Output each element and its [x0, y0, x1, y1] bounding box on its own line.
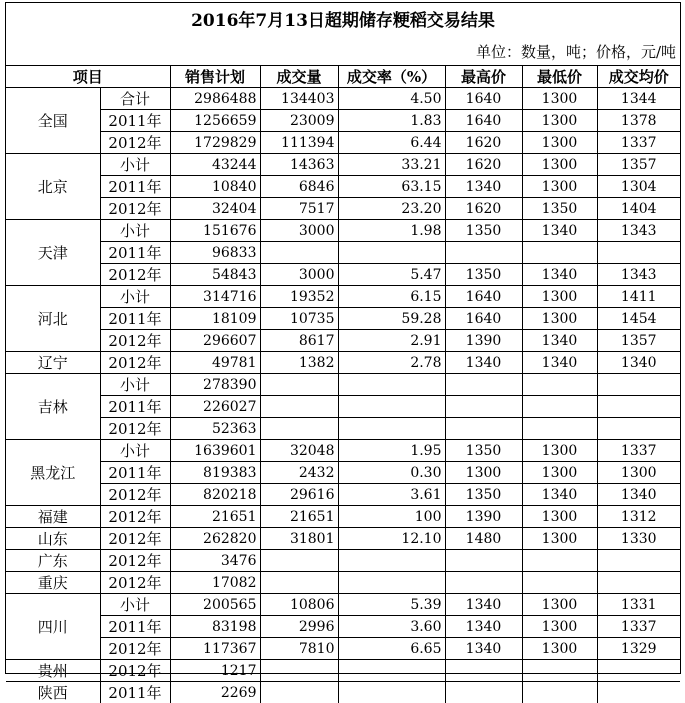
cell-region: 四川	[6, 594, 100, 660]
table-row	[6, 286, 680, 308]
cell-max-price: 1350	[445, 264, 522, 286]
cell-volume	[260, 682, 338, 703]
cell-avg-price: 1357	[597, 154, 680, 176]
cell-plan: 83198	[170, 616, 260, 638]
cell-max-price	[445, 682, 522, 703]
cell-min-price: 1300	[522, 594, 597, 616]
cell-max-price: 1640	[445, 286, 522, 308]
cell-plan: 2986488	[170, 88, 260, 110]
cell-rate: 100	[338, 506, 445, 528]
cell-max-price	[445, 242, 522, 264]
cell-avg-price: 1343	[597, 220, 680, 242]
table-row	[6, 154, 680, 176]
cell-volume: 29616	[260, 484, 338, 506]
cell-subitem: 2012年	[100, 550, 170, 572]
cell-avg-price: 1340	[597, 484, 680, 506]
cell-max-price	[445, 418, 522, 440]
cell-subitem: 小计	[100, 594, 170, 616]
header-row	[6, 66, 680, 88]
cell-rate: 63.15	[338, 176, 445, 198]
cell-volume: 31801	[260, 528, 338, 550]
cell-volume: 2996	[260, 616, 338, 638]
table-row	[6, 396, 680, 418]
cell-avg-price	[597, 242, 680, 264]
cell-avg-price: 1300	[597, 462, 680, 484]
cell-plan: 54843	[170, 264, 260, 286]
cell-rate	[338, 396, 445, 418]
cell-subitem: 合计	[100, 88, 170, 110]
cell-volume: 21651	[260, 506, 338, 528]
cell-region: 天津	[6, 220, 100, 286]
cell-min-price: 1300	[522, 132, 597, 154]
cell-avg-price: 1331	[597, 594, 680, 616]
cell-volume	[260, 572, 338, 594]
cell-max-price	[445, 660, 522, 682]
cell-plan: 314716	[170, 286, 260, 308]
cell-min-price: 1300	[522, 440, 597, 462]
cell-plan: 52363	[170, 418, 260, 440]
cell-max-price: 1620	[445, 132, 522, 154]
cell-max-price: 1340	[445, 638, 522, 660]
table-row	[6, 264, 680, 286]
cell-plan: 32404	[170, 198, 260, 220]
cell-avg-price: 1404	[597, 198, 680, 220]
table-row	[6, 660, 680, 682]
cell-min-price: 1300	[522, 88, 597, 110]
cell-min-price: 1300	[522, 308, 597, 330]
cell-rate: 2.91	[338, 330, 445, 352]
cell-rate: 3.61	[338, 484, 445, 506]
cell-subitem: 2011年	[100, 176, 170, 198]
table-row	[6, 462, 680, 484]
table-row	[6, 550, 680, 572]
cell-rate	[338, 418, 445, 440]
cell-rate: 1.83	[338, 110, 445, 132]
cell-avg-price: 1411	[597, 286, 680, 308]
cell-min-price	[522, 396, 597, 418]
table-row	[6, 352, 680, 374]
cell-max-price	[445, 374, 522, 396]
cell-subitem: 2012年	[100, 638, 170, 660]
cell-min-price	[522, 660, 597, 682]
cell-avg-price	[597, 572, 680, 594]
header-rate: 成交率（%）	[338, 66, 445, 88]
cell-plan: 1639601	[170, 440, 260, 462]
cell-min-price	[522, 242, 597, 264]
cell-avg-price: 1337	[597, 132, 680, 154]
cell-max-price	[445, 396, 522, 418]
cell-rate	[338, 374, 445, 396]
cell-max-price: 1300	[445, 462, 522, 484]
cell-volume: 14363	[260, 154, 338, 176]
cell-volume	[260, 550, 338, 572]
cell-plan: 278390	[170, 374, 260, 396]
header-plan: 销售计划	[170, 66, 260, 88]
cell-volume: 7517	[260, 198, 338, 220]
cell-rate: 1.95	[338, 440, 445, 462]
cell-volume: 32048	[260, 440, 338, 462]
cell-volume: 6846	[260, 176, 338, 198]
cell-avg-price	[597, 418, 680, 440]
cell-max-price: 1640	[445, 88, 522, 110]
cell-min-price: 1300	[522, 506, 597, 528]
cell-volume: 10735	[260, 308, 338, 330]
cell-volume: 134403	[260, 88, 338, 110]
cell-max-price: 1340	[445, 594, 522, 616]
cell-rate: 23.20	[338, 198, 445, 220]
cell-rate: 59.28	[338, 308, 445, 330]
table-row	[6, 242, 680, 264]
cell-volume: 3000	[260, 264, 338, 286]
cell-region: 北京	[6, 154, 100, 220]
cell-avg-price: 1378	[597, 110, 680, 132]
cell-rate: 6.44	[338, 132, 445, 154]
table-row	[6, 484, 680, 506]
table-row	[6, 176, 680, 198]
cell-plan: 10840	[170, 176, 260, 198]
cell-region: 黑龙江	[6, 440, 100, 506]
cell-avg-price	[597, 374, 680, 396]
cell-avg-price: 1340	[597, 352, 680, 374]
cell-subitem: 小计	[100, 374, 170, 396]
cell-plan: 17082	[170, 572, 260, 594]
table-row	[6, 440, 680, 462]
cell-max-price: 1340	[445, 616, 522, 638]
cell-plan: 151676	[170, 220, 260, 242]
cell-min-price: 1340	[522, 484, 597, 506]
cell-region: 辽宁	[6, 352, 100, 374]
cell-rate: 6.15	[338, 286, 445, 308]
cell-subitem: 2011年	[100, 110, 170, 132]
cell-rate: 5.39	[338, 594, 445, 616]
results-table	[6, 65, 680, 703]
cell-max-price: 1390	[445, 506, 522, 528]
cell-subitem: 2012年	[100, 264, 170, 286]
cell-subitem: 小计	[100, 440, 170, 462]
cell-min-price: 1300	[522, 154, 597, 176]
cell-plan: 96833	[170, 242, 260, 264]
cell-region: 福建	[6, 506, 100, 528]
table-row	[6, 308, 680, 330]
cell-avg-price	[597, 660, 680, 682]
cell-avg-price: 1337	[597, 616, 680, 638]
table-row	[6, 198, 680, 220]
cell-subitem: 2012年	[100, 198, 170, 220]
cell-min-price: 1300	[522, 176, 597, 198]
cell-rate: 4.50	[338, 88, 445, 110]
cell-max-price: 1640	[445, 110, 522, 132]
cell-subitem: 2011年	[100, 308, 170, 330]
cell-max-price: 1640	[445, 308, 522, 330]
cell-volume: 10806	[260, 594, 338, 616]
cell-min-price	[522, 682, 597, 703]
cell-region: 全国	[6, 88, 100, 154]
cell-max-price	[445, 572, 522, 594]
table-row	[6, 594, 680, 616]
table-row	[6, 616, 680, 638]
cell-rate: 1.98	[338, 220, 445, 242]
cell-min-price	[522, 550, 597, 572]
cell-min-price: 1300	[522, 286, 597, 308]
result-sheet	[5, 2, 681, 674]
cell-subitem: 2012年	[100, 484, 170, 506]
table-row	[6, 220, 680, 242]
cell-max-price: 1480	[445, 528, 522, 550]
cell-plan: 2269	[170, 682, 260, 703]
cell-rate: 3.60	[338, 616, 445, 638]
cell-subitem: 2012年	[100, 572, 170, 594]
cell-min-price: 1300	[522, 110, 597, 132]
cell-rate: 12.10	[338, 528, 445, 550]
cell-min-price: 1340	[522, 264, 597, 286]
cell-min-price: 1340	[522, 220, 597, 242]
cell-avg-price: 1344	[597, 88, 680, 110]
table-row	[6, 506, 680, 528]
cell-min-price: 1300	[522, 638, 597, 660]
cell-subitem: 2012年	[100, 330, 170, 352]
cell-subitem: 2011年	[100, 242, 170, 264]
table-row	[6, 682, 680, 703]
cell-min-price: 1340	[522, 352, 597, 374]
table-row	[6, 528, 680, 550]
cell-volume	[260, 418, 338, 440]
cell-max-price: 1390	[445, 330, 522, 352]
cell-plan: 1729829	[170, 132, 260, 154]
cell-avg-price	[597, 396, 680, 418]
table-row	[6, 418, 680, 440]
cell-plan: 49781	[170, 352, 260, 374]
cell-min-price: 1300	[522, 616, 597, 638]
cell-min-price	[522, 572, 597, 594]
cell-region: 广东	[6, 550, 100, 572]
cell-region: 陕西	[6, 682, 100, 703]
cell-region: 山东	[6, 528, 100, 550]
cell-volume	[260, 660, 338, 682]
cell-volume: 2432	[260, 462, 338, 484]
table-row	[6, 88, 680, 110]
cell-min-price	[522, 418, 597, 440]
cell-rate: 5.47	[338, 264, 445, 286]
cell-max-price: 1620	[445, 154, 522, 176]
table-body	[6, 88, 680, 703]
table-row	[6, 330, 680, 352]
cell-rate	[338, 660, 445, 682]
cell-avg-price: 1329	[597, 638, 680, 660]
cell-region: 重庆	[6, 572, 100, 594]
cell-subitem: 2012年	[100, 352, 170, 374]
header-volume: 成交量	[260, 66, 338, 88]
cell-volume	[260, 242, 338, 264]
cell-plan: 43244	[170, 154, 260, 176]
cell-plan: 1256659	[170, 110, 260, 132]
cell-subitem: 2012年	[100, 660, 170, 682]
cell-subitem: 2012年	[100, 418, 170, 440]
cell-subitem: 2011年	[100, 616, 170, 638]
cell-plan: 820218	[170, 484, 260, 506]
cell-subitem: 2011年	[100, 396, 170, 418]
cell-region: 贵州	[6, 660, 100, 682]
cell-avg-price: 1454	[597, 308, 680, 330]
table-row	[6, 638, 680, 660]
cell-max-price: 1350	[445, 220, 522, 242]
cell-region: 河北	[6, 286, 100, 352]
cell-max-price: 1340	[445, 176, 522, 198]
cell-plan: 819383	[170, 462, 260, 484]
cell-avg-price: 1304	[597, 176, 680, 198]
cell-subitem: 小计	[100, 154, 170, 176]
cell-volume: 111394	[260, 132, 338, 154]
cell-min-price: 1340	[522, 330, 597, 352]
unit-note: 单位：数量，吨；价格，元/吨	[476, 40, 676, 64]
cell-subitem: 2012年	[100, 132, 170, 154]
cell-rate: 33.21	[338, 154, 445, 176]
cell-volume: 7810	[260, 638, 338, 660]
cell-volume: 8617	[260, 330, 338, 352]
cell-max-price: 1620	[445, 198, 522, 220]
cell-volume: 3000	[260, 220, 338, 242]
table-title: 2016年7月13日超期储存粳稻交易结果	[6, 3, 680, 39]
cell-region: 吉林	[6, 374, 100, 440]
cell-avg-price	[597, 682, 680, 703]
cell-avg-price: 1357	[597, 330, 680, 352]
cell-min-price: 1300	[522, 462, 597, 484]
cell-min-price: 1350	[522, 198, 597, 220]
cell-rate	[338, 550, 445, 572]
cell-plan: 117367	[170, 638, 260, 660]
cell-rate	[338, 572, 445, 594]
cell-subitem: 2012年	[100, 506, 170, 528]
cell-avg-price: 1337	[597, 440, 680, 462]
cell-plan: 226027	[170, 396, 260, 418]
table-row	[6, 572, 680, 594]
cell-plan: 21651	[170, 506, 260, 528]
header-max-price: 最高价	[445, 66, 522, 88]
cell-rate: 2.78	[338, 352, 445, 374]
table-row	[6, 110, 680, 132]
cell-subitem: 2011年	[100, 682, 170, 703]
cell-plan: 200565	[170, 594, 260, 616]
cell-rate	[338, 242, 445, 264]
cell-volume: 19352	[260, 286, 338, 308]
cell-volume: 1382	[260, 352, 338, 374]
cell-volume	[260, 374, 338, 396]
cell-max-price	[445, 550, 522, 572]
cell-min-price: 1300	[522, 528, 597, 550]
cell-subitem: 小计	[100, 220, 170, 242]
cell-volume: 23009	[260, 110, 338, 132]
cell-rate: 0.30	[338, 462, 445, 484]
cell-avg-price: 1312	[597, 506, 680, 528]
cell-max-price: 1350	[445, 484, 522, 506]
cell-avg-price	[597, 550, 680, 572]
cell-subitem: 2011年	[100, 462, 170, 484]
cell-plan: 1217	[170, 660, 260, 682]
cell-avg-price: 1330	[597, 528, 680, 550]
table-row	[6, 132, 680, 154]
cell-plan: 3476	[170, 550, 260, 572]
cell-plan: 296607	[170, 330, 260, 352]
header-avg-price: 成交均价	[597, 66, 680, 88]
cell-min-price	[522, 374, 597, 396]
header-item: 项目	[6, 66, 170, 88]
cell-max-price: 1350	[445, 440, 522, 462]
cell-volume	[260, 396, 338, 418]
cell-rate: 6.65	[338, 638, 445, 660]
cell-rate	[338, 682, 445, 703]
cell-avg-price: 1343	[597, 264, 680, 286]
cell-max-price: 1340	[445, 352, 522, 374]
cell-subitem: 2012年	[100, 528, 170, 550]
cell-plan: 262820	[170, 528, 260, 550]
table-row	[6, 374, 680, 396]
cell-plan: 18109	[170, 308, 260, 330]
header-min-price: 最低价	[522, 66, 597, 88]
cell-subitem: 小计	[100, 286, 170, 308]
